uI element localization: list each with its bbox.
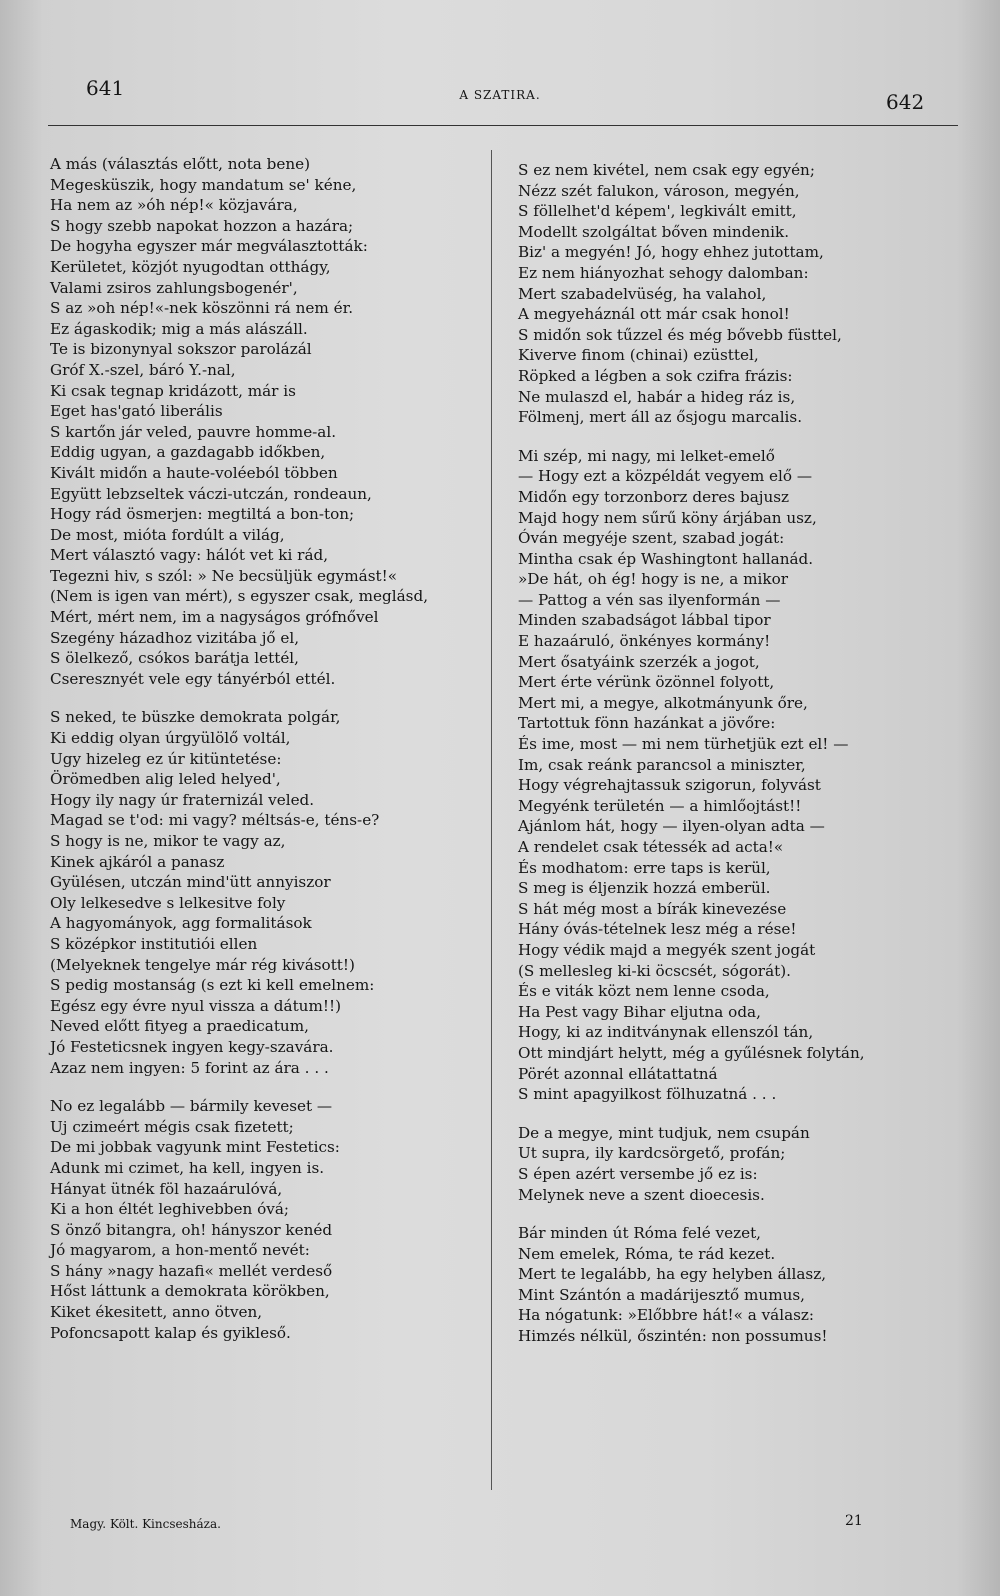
verse-line: Mert érte vérünk özönnel folyott, bbox=[518, 673, 775, 692]
verse-line: S önző bitangra, oh! hányszor kenéd bbox=[50, 1220, 333, 1239]
footer-source: Magy. Költ. Kincsesháza. bbox=[70, 1517, 221, 1531]
verse-line: Ott mindjárt helytt, még a gyűlésnek folytán, bbox=[518, 1043, 865, 1062]
stanza bbox=[518, 446, 958, 1105]
verse-line: De hogyha egyszer már megválasztották: bbox=[50, 237, 368, 256]
verse-line: Ne mulaszd el, habár a hideg ráz is, bbox=[518, 387, 796, 406]
verse-line: Megesküszik, hogy mandatum se' kéne, bbox=[50, 175, 357, 194]
verse-line: S neked, te büszke demokrata polgár, bbox=[50, 708, 341, 727]
verse-line: Ez ágaskodik; mig a más alászáll. bbox=[50, 319, 308, 338]
verse-line: Hogy ily nagy úr fraternizál veled. bbox=[50, 790, 315, 809]
verse-line: Bár minden út Róma felé vezet, bbox=[518, 1224, 762, 1243]
verse-line: E hazaáruló, önkényes kormány! bbox=[518, 632, 771, 651]
running-title: A SZATIRA. bbox=[459, 88, 541, 102]
verse-line: Ut supra, ily kardcsörgető, profán; bbox=[518, 1144, 786, 1163]
footer-sheet-number: 21 bbox=[845, 1513, 863, 1529]
verse-line: Te is bizonynyal sokszor parolázál bbox=[50, 340, 312, 359]
verse-line: Modellt szolgáltat bőven mindenik. bbox=[518, 222, 790, 241]
stanza bbox=[50, 154, 490, 689]
verse-line: Kiket ékesitett, anno ötven, bbox=[50, 1303, 263, 1322]
verse-line: És modhatom: erre taps is kerül, bbox=[518, 858, 771, 877]
verse-line: Himzés nélkül, őszintén: non possumus! bbox=[518, 1327, 828, 1346]
verse-line: (S mellesleg ki-ki öcscsét, sógorát). bbox=[518, 961, 791, 980]
verse-line: Együtt lebzseltek váczi-utczán, rondeaun, bbox=[50, 484, 372, 503]
verse-line: Hőst láttunk a demokrata körökben, bbox=[50, 1282, 330, 1301]
verse-line: Ajánlom hát, hogy — ilyen-olyan adta — bbox=[518, 817, 825, 836]
verse-line: De mi jobbak vagyunk mint Festetics: bbox=[50, 1138, 340, 1157]
verse-line: Gyülésen, utczán mind'ütt annyiszor bbox=[50, 873, 331, 892]
left-column bbox=[50, 154, 490, 1361]
verse-line: Kivált midőn a haute-voléeból többen bbox=[50, 463, 338, 482]
verse-line: Kinek ajkáról a panasz bbox=[50, 852, 225, 871]
verse-line: »De hát, oh ég! hogy is ne, a mikor bbox=[518, 570, 788, 589]
verse-line: S épen azért versembe jő ez is: bbox=[518, 1164, 758, 1183]
verse-line: Nem emelek, Róma, te rád kezet. bbox=[518, 1244, 776, 1263]
verse-line: Neved előtt fityeg a praedicatum, bbox=[50, 1017, 309, 1036]
verse-line: Hogy védik majd a megyék szent jogát bbox=[518, 940, 816, 959]
page-number-left: 641 bbox=[86, 76, 125, 100]
verse-line: S pedig mostanság (s ezt ki kell emelnem: bbox=[50, 976, 375, 995]
verse-line: Egész egy évre nyul vissza a dátum!!) bbox=[50, 996, 341, 1015]
verse-line: Nézz szét falukon, városon, megyén, bbox=[518, 181, 800, 200]
verse-line: S hát még most a bírák kinevezése bbox=[518, 899, 787, 918]
stanza bbox=[518, 160, 958, 428]
verse-line: Hogy, ki az inditványnak ellenszól tán, bbox=[518, 1023, 814, 1042]
verse-line: Óván megyéje szent, szabad jogát: bbox=[518, 529, 785, 548]
verse-line: Fölmenj, mert áll az ősjogu marcalis. bbox=[518, 408, 803, 427]
verse-line: S középkor institutiói ellen bbox=[50, 934, 258, 953]
verse-line: Ki a hon éltét leghivebben óvá; bbox=[50, 1200, 290, 1219]
verse-line: És ime, most — mi nem türhetjük ezt el! — bbox=[518, 735, 849, 754]
verse-line: Adunk mi czimet, ha kell, ingyen is. bbox=[50, 1158, 325, 1177]
verse-line: A rendelet csak tétessék ad acta!« bbox=[518, 838, 784, 856]
verse-line: Kerületet, közjót nyugodtan otthágy, bbox=[50, 257, 331, 276]
verse-line: Minden szabadságot lábbal tipor bbox=[518, 611, 771, 630]
verse-line: És e viták közt nem lenne csoda, bbox=[518, 982, 770, 1001]
verse-line: Im, csak reánk parancsol a miniszter, bbox=[518, 755, 806, 774]
verse-line: Jó Festeticsnek ingyen kegy-szavára. bbox=[50, 1037, 334, 1056]
page-shadow-right bbox=[956, 0, 1000, 1596]
verse-line: Oly lelkesedve s lelkesitve foly bbox=[50, 893, 286, 912]
verse-line: Jó magyarom, a hon-mentő nevét: bbox=[50, 1241, 310, 1260]
verse-line: Ez nem hiányozhat sehogy dalomban: bbox=[518, 263, 809, 282]
verse-line: Magad se t'od: mi vagy? méltsás-e, téns-e? bbox=[50, 811, 380, 830]
verse-line: Hogy végrehajtassuk szigorun, folyvást bbox=[518, 776, 821, 795]
page-number-right: 642 bbox=[886, 90, 925, 114]
verse-line: Mert ősatyáink szerzék a jogot, bbox=[518, 652, 760, 671]
stanza bbox=[518, 1123, 958, 1205]
verse-line: Mert választó vagy: hálót vet ki rád, bbox=[50, 546, 329, 565]
verse-line: Ha Pest vagy Bihar eljutna oda, bbox=[518, 1002, 761, 1021]
verse-line: Tartottuk fönn hazánkat a jövőre: bbox=[518, 714, 776, 733]
verse-line: S hány »nagy hazafi« mellét verdeső bbox=[50, 1261, 333, 1280]
verse-line: S mint apagyilkost fölhuzatná . . . bbox=[518, 1085, 777, 1104]
verse-line: S ez nem kivétel, nem csak egy egyén; bbox=[518, 161, 815, 179]
verse-line: Pörét azonnal ellátattatná bbox=[518, 1064, 718, 1083]
verse-line: Hány óvás-tételnek lesz még a rése! bbox=[518, 920, 797, 939]
verse-line: S hogy szebb napokat hozzon a hazára; bbox=[50, 216, 354, 235]
verse-line: Melynek neve a szent dioecesis. bbox=[518, 1185, 765, 1204]
page-shadow-left bbox=[0, 0, 44, 1596]
column-divider bbox=[491, 150, 492, 1490]
verse-line: Megyénk területén — a himlőojtást!! bbox=[518, 796, 802, 815]
verse-line: — Hogy ezt a közpéldát vegyem elő — bbox=[518, 467, 813, 486]
verse-line: Mert szabadelvüség, ha valahol, bbox=[518, 284, 767, 303]
verse-line: Eget has'gató liberális bbox=[50, 402, 223, 421]
verse-line: Uj czimeért mégis csak fizetett; bbox=[50, 1117, 294, 1136]
verse-line: Ki eddig olyan úrgyülölő voltál, bbox=[50, 729, 291, 748]
verse-line: Mint Szántón a madárijesztő mumus, bbox=[518, 1285, 806, 1304]
verse-line: S hogy is ne, mikor te vagy az, bbox=[50, 832, 286, 850]
verse-line: Örömedben alig leled helyed', bbox=[50, 770, 281, 789]
verse-line: Mert mi, a megye, alkotmányunk őre, bbox=[518, 693, 808, 712]
verse-line: A más (választás előtt, nota bene) bbox=[50, 155, 311, 173]
verse-line: A hagyományok, agg formalitások bbox=[50, 914, 312, 933]
stanza bbox=[50, 1096, 490, 1343]
verse-line: S meg is éljenzik hozzá emberül. bbox=[518, 879, 771, 898]
header-rule bbox=[48, 125, 958, 126]
verse-line: A megyeháznál ott már csak honol! bbox=[518, 305, 790, 324]
verse-line: Mért, mért nem, im a nagyságos grófnővel bbox=[50, 608, 379, 627]
verse-line: Ki csak tegnap kridázott, már is bbox=[50, 381, 296, 400]
verse-line: Ha nem az »óh nép!« közjavára, bbox=[50, 196, 298, 215]
verse-line: Majd hogy nem sűrű köny árjában usz, bbox=[518, 508, 817, 527]
verse-line: S kartőn jár veled, pauvre homme-al. bbox=[50, 422, 337, 441]
verse-line: Valami zsiros zahlungsbogenér', bbox=[50, 278, 298, 297]
verse-line: Ugy hizeleg ez úr kitüntetése: bbox=[50, 749, 282, 768]
verse-line: Biz' a megyén! Jó, hogy ehhez jutottam, bbox=[518, 243, 824, 262]
right-column bbox=[518, 160, 958, 1365]
verse-line: Hányat ütnék föl hazaárulóvá, bbox=[50, 1179, 283, 1198]
verse-line: Cseresznyét vele egy tányérból ettél. bbox=[50, 669, 336, 688]
verse-line: Ha nógatunk: »Előbbre hát!« a válasz: bbox=[518, 1306, 815, 1325]
verse-line: Azaz nem ingyen: 5 forint az ára . . . bbox=[50, 1058, 329, 1077]
verse-line: De a megye, mint tudjuk, nem csupán bbox=[518, 1123, 810, 1142]
verse-line: Mert te legalább, ha egy helyben állasz, bbox=[518, 1265, 827, 1284]
verse-line: Hogy rád ösmerjen: megtiltá a bon-ton; bbox=[50, 505, 355, 524]
verse-line: No ez legalább — bármily keveset — bbox=[50, 1097, 333, 1116]
verse-line: (Nem is igen van mért), s egyszer csak, meglásd, bbox=[50, 587, 429, 606]
verse-line: De most, mióta fordúlt a világ, bbox=[50, 525, 285, 544]
verse-line: Mi szép, mi nagy, mi lelket-emelő bbox=[518, 446, 775, 465]
verse-line: S az »oh nép!«-nek köszönni rá nem ér. bbox=[50, 299, 354, 318]
verse-line: (Melyeknek tengelye már rég kivásott!) bbox=[50, 955, 355, 974]
verse-line: Kiverve finom (chinai) ezüsttel, bbox=[518, 346, 759, 365]
verse-line: S ölelkező, csókos barátja lettél, bbox=[50, 649, 299, 668]
verse-line: Gróf X.-szel, báró Y.-nal, bbox=[50, 360, 236, 379]
verse-line: Eddig ugyan, a gazdagabb időkben, bbox=[50, 443, 326, 462]
stanza bbox=[518, 1223, 958, 1347]
verse-line: Szegény házadhoz vizitába jő el, bbox=[50, 628, 300, 647]
stanza bbox=[50, 707, 490, 1078]
verse-line: Mintha csak ép Washingtont hallanád. bbox=[518, 549, 814, 568]
verse-line: Pofoncsapott kalap és gyikleső. bbox=[50, 1323, 291, 1342]
verse-line: Tegezni hiv, s szól: » Ne becsüljük egymást!« bbox=[50, 566, 397, 585]
verse-line: S föllelhet'd képem', legkivált emitt, bbox=[518, 202, 797, 221]
verse-line: S midőn sok tűzzel és még bővebb füsttel, bbox=[518, 325, 842, 344]
verse-line: Midőn egy torzonborz deres bajusz bbox=[518, 487, 790, 506]
verse-line: — Pattog a vén sas ilyenformán — bbox=[518, 590, 781, 609]
verse-line: Röpked a légben a sok czifra frázis: bbox=[518, 366, 793, 385]
